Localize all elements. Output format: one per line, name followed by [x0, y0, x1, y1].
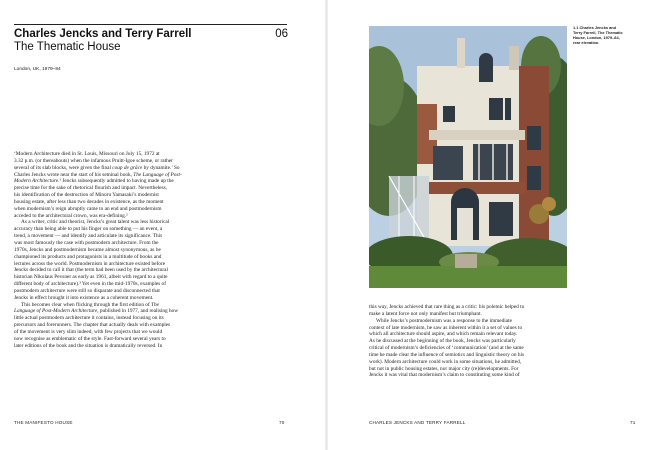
text-line: Jencks it was vital that modernism’s claim to constituting some kind of — [369, 372, 520, 379]
text-line: Jencks decided to call it that (the term had been used by the architectural — [14, 267, 168, 274]
chapter-title: Charles Jencks and Terry Farrell — [14, 28, 192, 40]
text-line: ‘Modern Architecture died in St. Louis, Missouri on July 15, 1972 at — [14, 151, 160, 157]
page-number-left: 70 — [279, 420, 285, 425]
left-page — [0, 0, 326, 450]
body-paragraphs — [14, 151, 272, 349]
caption-line: rear elevation. — [573, 39, 600, 45]
text-line: As a writer, critic and theorist, Jencks’s great talent was less historical — [21, 219, 170, 226]
text-line: postmodern architecture were still so disparate and disconnected that — [14, 287, 160, 294]
text-line: when modernism’s reign abruptly came to an end and postmodernism — [14, 205, 162, 212]
text-line: now recognise as emblematic of the style. Fast-forward several years to — [14, 335, 166, 342]
text-line: work). Modern architecture could work in some situations, he admitted, — [369, 358, 522, 365]
caption-line: 1.1 Charles Jencks and — [573, 25, 617, 30]
text-line: his identification of the destruction of Minoru Yamasaki’s modernist — [14, 192, 159, 199]
text-line: 3.32 p.m. (or thereabouts) when the infamous Pruitt-Igoe scheme, or rather — [14, 157, 173, 164]
text-line: Charles Jencks wrote near the start of his seminal book, The Language of Post- — [14, 171, 182, 178]
text-line: this way, Jencks achieved that rare thing as a critic: his polemic helped to — [369, 304, 525, 310]
text-line: critical of modernism’s deficiencies of ‘communication’ (and at the same — [369, 345, 524, 352]
text-line: of the movement is very slim indeed, with few projects that we would — [14, 328, 163, 335]
body-text-right — [369, 304, 631, 379]
text-line: which all architecture should aspire, and which remain relevant today. — [369, 331, 518, 338]
text-line: Modern Architecture.¹ Jencks subsequently admitted to having made up the — [14, 178, 174, 185]
text-line: time he made clear the influence of semiotics and linguistic theory on his — [369, 351, 525, 358]
text-line: While Jencks’s postmodernism was a response to the immediate — [376, 317, 512, 324]
body-paragraphs — [369, 304, 631, 379]
text-line: As he discussed at the beginning of the book, Jencks was particularly — [369, 338, 516, 345]
text-line: championed its products and protagonists in a multitude of books and — [14, 253, 162, 260]
text-line: accuracy than being able to put his finger on something — an event, a — [14, 226, 163, 233]
text-line: make a latent force not only manifest but triumphant. — [369, 310, 482, 317]
text-line: different body of architecture).³ Yet even in the mid-1970s, examples of — [14, 281, 166, 288]
text-line: was most famously the case with postmodern architecture. From the — [14, 239, 159, 246]
page-number-right: 71 — [630, 420, 636, 425]
text-line: Language of Post-Modern Architecture, published in 1977, and realising how — [14, 308, 179, 315]
running-footer-right: CHARLES JENCKS AND TERRY FARRELL — [369, 420, 466, 425]
text-line: little actual postmodern architecture it contains, instead focusing on its — [14, 315, 164, 322]
chapter-subtitle: The Thematic House — [14, 41, 121, 53]
location-date: London, UK, 1979–84 — [14, 67, 61, 72]
text-line: later editions of the book and the situation is dramatically reversed. In — [14, 342, 163, 349]
text-line: lectures across the world. Postmodernism in architecture existed before — [14, 260, 166, 267]
house-illustration — [369, 26, 567, 288]
text-line: several of its slab blocks, were given the final coup de grâce by dynamite.’ So — [14, 164, 180, 171]
text-line: acceded to the architectural crown, was era-defining.² — [14, 212, 128, 219]
body-text-left — [14, 151, 272, 349]
running-footer-left: THE MANIFESTO HOUSE — [14, 420, 73, 425]
house-photo — [369, 26, 567, 288]
text-line: historian Nikolaus Pevsner as early as 1961, albeit with regard to a quite — [14, 274, 168, 281]
title-rule — [14, 24, 287, 25]
photo-caption — [573, 26, 635, 46]
caption-line: Terry Farrell, The Thematic — [573, 29, 623, 35]
text-line: context of late modernism, he saw as inherent within it a set of values to — [369, 324, 523, 331]
text-line: precise time for the sake of rhetorical flourish and impact. Nevertheless, — [14, 185, 167, 192]
text-line: This becomes clear when flicking through the first edition of The — [21, 301, 159, 308]
text-line: housing estate, after less than two decades in existence, as the moment — [14, 198, 164, 205]
text-line: 1970s, Jencks and postmodernism became almost synonymous, as he — [14, 246, 161, 253]
text-line: precursors and forerunners. The chapter that actually deals with examples — [14, 322, 171, 329]
text-line: but not in public housing estates, nor major city (re)developments. For — [369, 365, 519, 372]
chapter-number: 06 — [275, 28, 288, 40]
text-line: Jencks in effect brought it into existence as a coherent movement. — [14, 294, 154, 301]
caption-line: House, London, 1979–84, — [573, 34, 620, 40]
text-line: trend, a movement — and identify and articulate its significance. This — [14, 233, 163, 240]
